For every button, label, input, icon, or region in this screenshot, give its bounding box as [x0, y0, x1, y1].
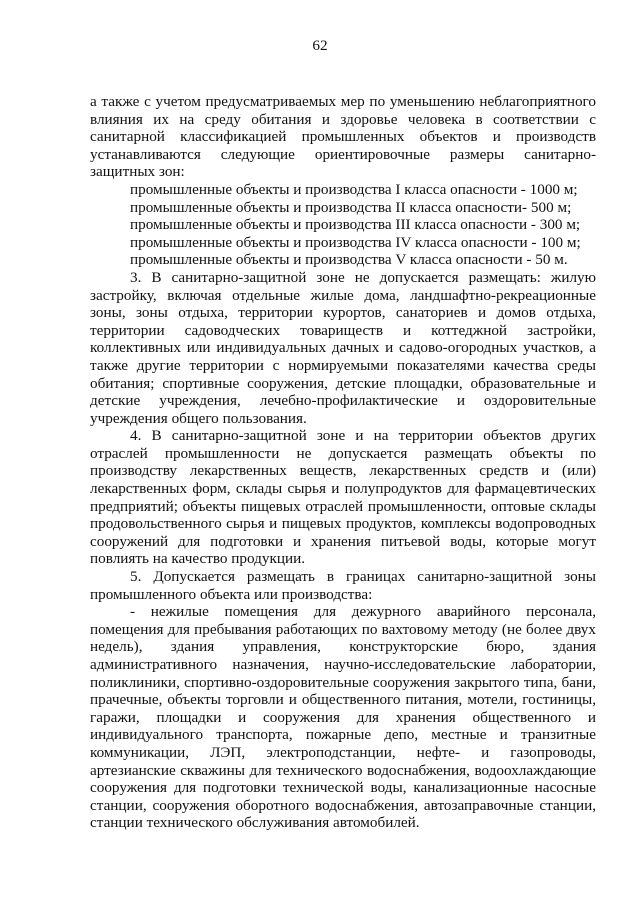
intro-paragraph: а также с учетом предусматриваемых мер по уменьшению неблагоприятного влияния их на среду обитания и здоровье человека в соответствии с санитарной классификацией промышленных объектов и производств устанавливаются следующие ориентировочные размеры санитарно-защитных зон: — [90, 93, 596, 181]
paragraph-item-3: 3. В санитарно-защитной зоне не допускается размещать: жилую застройку, включая отдельные жилые дома, ландшафтно-рекреационные зоны, зоны отдыха, территории курортов, санаториев и домов отдыха, территории садоводческих товариществ и коттеджной застройки, коллективных или индивидуальных дачных и садово-огородных участков, а также другие территории с нормируемыми показателями качества среды обитания; спортивные сооружения, детские площадки, образовательные и детские учреждения, лечебно-профилактические и оздоровительные учреждения общего пользования. — [90, 268, 596, 427]
paragraph-item-5: 5. Допускается размещать в границах санитарно-защитной зоны промышленного объекта или производства: — [90, 568, 596, 603]
page-number: 62 — [312, 37, 328, 54]
zone-size-item-class-5: промышленные объекты и производства V класса опасности - 50 м. — [130, 251, 568, 269]
zone-size-item-class-4: промышленные объекты и производства IV класса опасности - 100 м; — [130, 233, 581, 251]
paragraph-item-5-detail: - нежилые помещения для дежурного аварийного персонала, помещения для пребывания работающих по вахтовому методу (не более двух недель), здания управления, конструкторские бюро, здания административного назначения, научно-исследовательские лаборатории, поликлиники, спортивно-оздоровительные сооружения закрытого типа, бани, прачечные, объекты торговли и общественного питания, мотели, гостиницы, гаражи, площадки и сооружения для хранения общественного и индивидуального транспорта, пожарные депо, местные и транзитные коммуникации, ЛЭП, электроподстанции, нефте- и газопроводы, артезианские скважины для технического водоснабжения, водоохлаждающие сооружения для подготовки технической воды, канализационные насосные станции, сооружения оборотного водоснабжения, автозаправочные станции, станции технического обслуживания автомобилей. — [90, 603, 596, 832]
paragraph-item-4: 4. В санитарно-защитной зоне и на территории объектов других отраслей промышленности не допускается размещать объекты по производству лекарственных веществ, лекарственных средств и (или) лекарственных форм, склады сырья и полупродуктов для фармацевтических предприятий; объекты пищевых отраслей промышленности, оптовые склады продовольственного сырья и пищевых продуктов, комплексы водопроводных сооружений для подготовки и хранения питьевой воды, которые могут повлиять на качество продукции. — [90, 427, 596, 568]
zone-size-item-class-2: промышленные объекты и производства II класса опасности- 500 м; — [130, 198, 572, 216]
body-text — [90, 93, 596, 832]
zone-size-list — [90, 181, 596, 269]
zone-size-item-class-1: промышленные объекты и производства I класса опасности - 1000 м; — [130, 180, 578, 198]
zone-size-item-class-3: промышленные объекты и производства III класса опасности - 300 м; — [130, 216, 581, 234]
